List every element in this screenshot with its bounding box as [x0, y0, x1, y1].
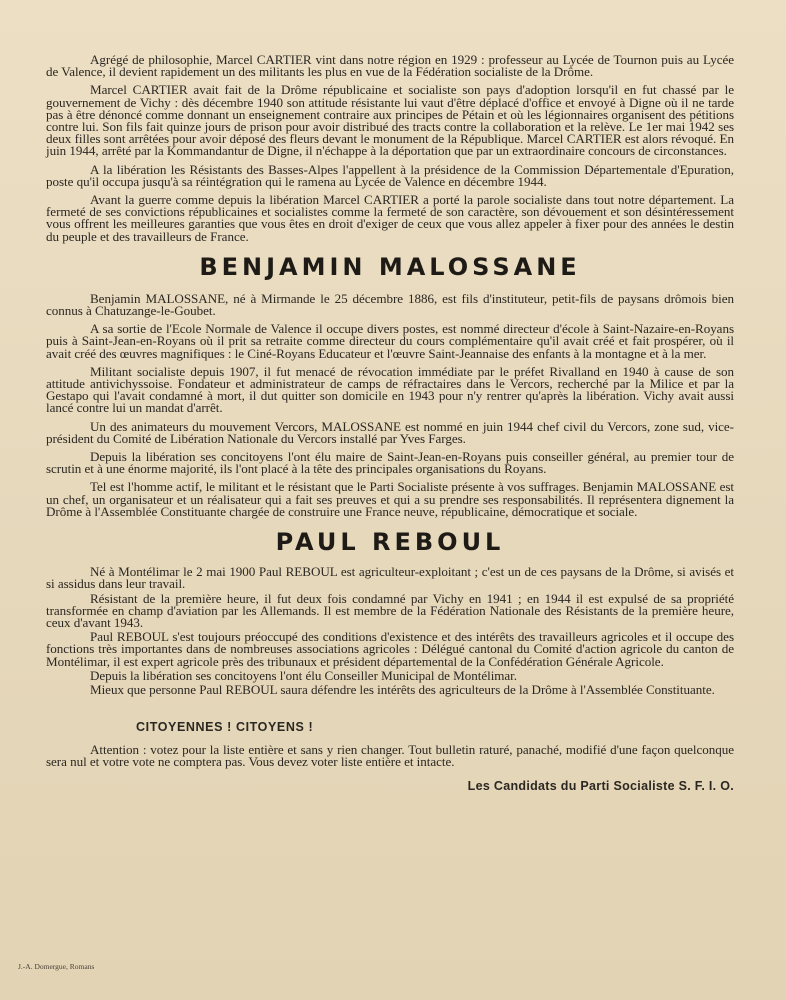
citizens-call: CITOYENNES ! CITOYENS ! — [136, 720, 314, 735]
cartier-paragraph: Marcel CARTIER avait fait de la Drôme républicaine et socialiste son pays d'adoption lorsqu'il en fut chassé par le gouvernement de Vichy : dès décembre 1940 son attitude résistante lui vaut d'être déplacé d'office et envoyé à Digne où il ne tarde pas à être dénoncé comme donnant un enseignement contraire aux principes de Pétain et où les légionnaires organisent des pétitions contre lui. Son fils fait quinze jours de prison pour avoir distribué des tracts contre la collaboration et la relève. Le 1er mai 1942 ses deux filles sont arrêtées pour avoir déposé des fleurs devant le monument de la République. Marcel CARTIER est alors révoqué. En juin 1944, arrêté par la Kommandantur de Digne, il n'échappe à la déportation que par un extraordinaire concours de circonstances. — [46, 82, 734, 159]
malossane-paragraph: Militant socialiste depuis 1907, il fut menacé de révocation immédiate par le préfet Rivalland en 1940 à cause de son attitude antivichyssoise. Fondateur et administrateur de camps de réfractaires dans le Vercors, recherché par la Milice et par la Gestapo qui l'avait condamné à mort, il dut quitter son domicile en 1943 pour n'y rentrer qu'après la libération. Vichy avait aussi lancé contre lui un mandat d'arrêt. — [46, 363, 734, 416]
malossane-heading: BENJAMIN MALOSSANE — [199, 252, 581, 281]
reboul-heading: PAUL REBOUL — [275, 528, 505, 557]
reboul-paragraph: Né à Montélimar le 2 mai 1900 Paul REBOUL est agriculteur-exploitant ; c'est un de ces paysans de la Drôme, si avisés et si assidus dans leur travail. — [46, 564, 734, 592]
cartier-paragraph: Avant la guerre comme depuis la libération Marcel CARTIER a porté la parole socialiste dans tout notre département. La fermeté de ses convictions républicaines et socialistes comme la fermeté de son caractère, son dévouement et son désintéressement vous offrent les meilleures garanties que vous êtes en droit d'exiger de ceux que vous allez appeler à fixer pour des années le destin du peuple et des travailleurs de France. — [46, 192, 734, 244]
party-signature: Les Candidats du Parti Socialiste S. F. I. O. — [467, 778, 734, 793]
reboul-paragraph: Paul REBOUL s'est toujours préoccupé des conditions d'existence et des intérêts des travailleurs agricoles et il occupe des fonctions très importantes dans de nombreuses associations agricoles : Délégué cantonal du Comité d'action agricole du canton de Montélimar, il est expert agricole près des tribunaux et président départemental de la Confédération Générale Agricole. — [46, 629, 734, 669]
cartier-section — [46, 54, 734, 243]
reboul-paragraph: Depuis la libération ses concitoyens l'ont élu Conseiller Municipal de Montélimar. — [90, 667, 517, 683]
reboul-section — [46, 566, 734, 696]
cartier-paragraph: A la libération les Résistants des Basses-Alpes l'appellent à la présidence de la Commission Départementale d'Epuration, poste qu'il occupa jusqu'à sa réintégration qui le ramena au Lycée de Valence en décembre 1944. — [46, 161, 734, 189]
malossane-section — [46, 290, 734, 519]
malossane-paragraph: Un des animateurs du mouvement Vercors, MALOSSANE est nommé en juin 1944 chef civil du Vercors, zone sud, vice-président du Comité de Libération Nationale du Vercors installé par Yves Farges. — [46, 418, 734, 446]
malossane-paragraph: A sa sortie de l'Ecole Normale de Valence il occupe divers postes, est nommé directeur d'école à Saint-Nazaire-en-Royans puis à Saint-Jean-en-Royans où il prit sa retraite comme directeur du cours complémentaire qu'il avait créé et fait prospérer, où il avait créé des œuvres magnifiques : le Ciné-Royans Educateur et l'œuvre Saint-Jeannaise des enfants à la montagne et à la mer. — [46, 321, 734, 361]
reboul-paragraph: Mieux que personne Paul REBOUL saura défendre les intérêts des agriculteurs de la Drôme à l'Assemblée Constituante. — [90, 681, 715, 697]
printer-imprint: J.-A. Domergue, Romans — [18, 962, 95, 971]
reboul-paragraph: Résistant de la première heure, il fut deux fois condamné par Vichy en 1941 ; en 1944 il est expulsé de sa propriété transformée en champ d'aviation par les Allemands. Il est membre de la Fédération Nationale des Résistants de la première heure, ceux d'avant 1943. — [46, 590, 734, 630]
malossane-paragraph: Depuis la libération ses concitoyens l'ont élu maire de Saint-Jean-en-Royans puis conseiller général, au premier tour de scrutin et à une énorme majorité, ils l'ont placé à la tête des principales organisations du Royans. — [46, 449, 734, 477]
voting-instructions: Attention : votez pour la liste entière et sans y rien changer. Tout bulletin raturé, panaché, modifié d'une façon quelconque sera nul et votre vote ne comptera pas. Vous devez voter liste entière et intacte. — [46, 742, 734, 770]
cartier-paragraph: Agrégé de philosophie, Marcel CARTIER vint dans notre région en 1929 : professeur au Lycée de Tournon puis au Lycée de Valence, il devient rapidement un des militants les plus en vue de la Fédération socialiste de la Drôme. — [46, 52, 734, 80]
malossane-paragraph: Tel est l'homme actif, le militant et le résistant que le Parti Socialiste présente à vos suffrages. Benjamin MALOSSANE est un chef, un organisateur et un réalisateur qui a fait ses preuves et qui a su prendre ses responsabilités. Il représentera dignement la Drôme à l'Assemblée Constituante chargée de construire une France neuve, républicaine, démocratique et sociale. — [46, 479, 734, 519]
malossane-paragraph: Benjamin MALOSSANE, né à Mirmande le 25 décembre 1886, est fils d'instituteur, petit-fils de paysans drômois bien connus à Chatuzange-le-Goubet. — [46, 290, 734, 319]
